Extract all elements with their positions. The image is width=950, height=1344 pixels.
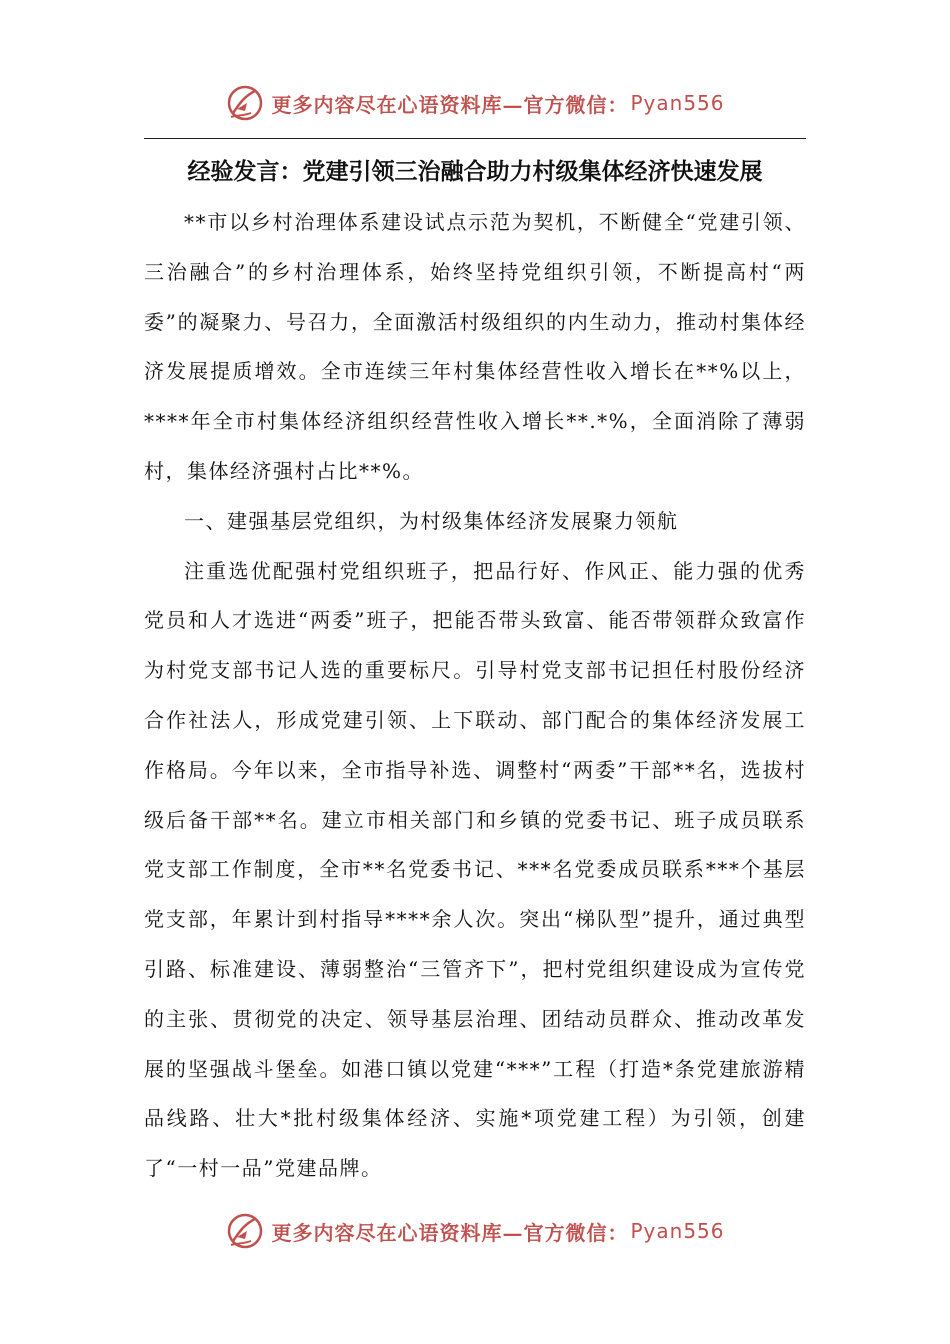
- watermark-wechat-id: Pyan556: [630, 91, 725, 115]
- writing-hand-icon: [225, 1211, 265, 1251]
- watermark-text: 更多内容尽在心语资料库—官方微信：: [271, 1220, 629, 1245]
- header-rule: [144, 138, 806, 139]
- watermark-text: 更多内容尽在心语资料库—官方微信：: [271, 92, 629, 117]
- document-body: [144, 198, 806, 1194]
- watermark-wechat-id: Pyan556: [630, 1219, 725, 1243]
- writing-hand-icon: [225, 83, 265, 123]
- intro-paragraph: **市以乡村治理体系建设试点示范为契机，不断健全“党建引领、三治融合”的乡村治理体系，始终坚持党组织引领，不断提高村“两委”的凝聚力、号召力，全面激活村级组织的内生动力，推动村集体经济发展提质增效。全市连续三年村集体经营性收入增长在**%以上，****年全市村集体经济组织经营性收入增长**.*%，全面消除了薄弱村，集体经济强村占比**%。: [144, 210, 806, 483]
- document-title: 经验发言：党建引领三治融合助力村级集体经济快速发展: [187, 158, 763, 185]
- footer-watermark: [0, 1206, 950, 1256]
- section-heading-1: 一、建强基层党组织，为村级集体经济发展聚力领航: [184, 508, 679, 533]
- section-1-paragraph: 注重选优配强村党组织班子，把品行好、作风正、能力强的优秀党员和人才选进“两委”班子，把能否带头致富、能否带领群众致富作为村党支部书记人选的重要标尺。引导村党支部书记担任村股份经济合作社法人，形成党建引领、上下联动、部门配合的集体经济发展工作格局。今年以来，全市指导补选、调整村“两委”干部**名，选拔村级后备干部**名。建立市相关部门和乡镇的党委书记、班子成员联系党支部工作制度，全市**名党委书记、***名党委成员联系***个基层党支部，年累计到村指导****余人次。突出“梯队型”提升，通过典型引路、标准建设、薄弱整治“三管齐下”，把村党组织建设成为宣传党的主张、贯彻党的决定、领导基层治理、团结动员群众、推动改革发展的坚强战斗堡垒。如港口镇以党建“***”工程（打造*条党建旅游精品线路、壮大*批村级集体经济、实施*项党建工程）为引领，创建了“一村一品”党建品牌。: [144, 558, 806, 1181]
- header-watermark: [0, 78, 950, 128]
